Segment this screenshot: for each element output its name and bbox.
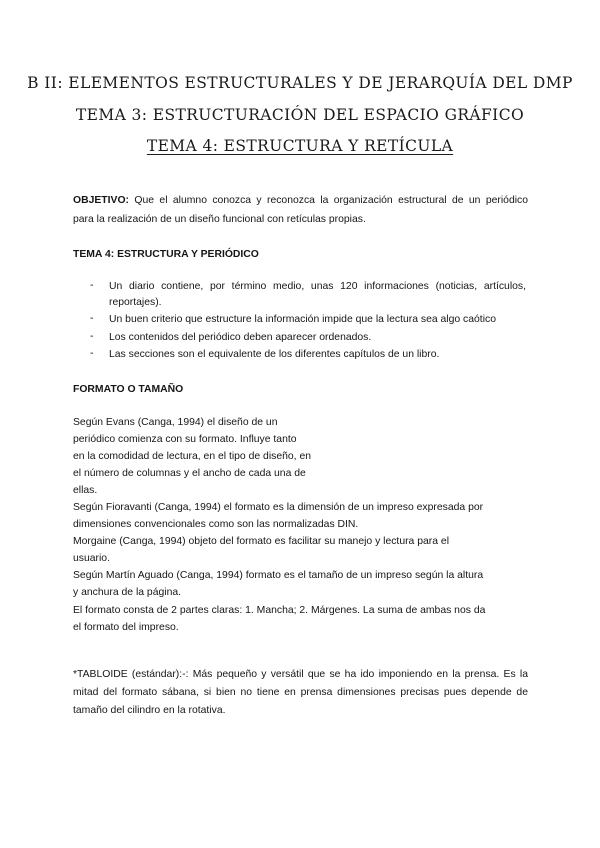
paragraph-line: periódico comienza con su formato. Influye tanto (73, 434, 297, 445)
objective-text-1: Que el alumno conozca y reconozca la organización estructural de un periódico (134, 195, 528, 206)
objective-line-1 (73, 194, 528, 208)
bullet-dash: - (90, 331, 94, 342)
bullet-item: Un buen criterio que estructure la información impide que la lectura sea algo caótico (109, 314, 496, 325)
subtopic-title: TEMA 4: ESTRUCTURA Y RETÍCULA (146, 137, 454, 155)
section-title-formato: FORMATO O TAMAÑO (73, 384, 184, 395)
heading-subtopic (0, 137, 600, 155)
paragraph-line: el número de columnas y el ancho de cada una de (73, 468, 306, 479)
paragraph-line: ellas. (73, 485, 98, 496)
bullet-item-continuation: reportajes). (109, 297, 162, 308)
tabloide-line: tamaño del cilindro en la rotativa. (73, 705, 226, 716)
paragraph-line: Según Martín Aguado (Canga, 1994) formato es el tamaño de un impreso según la altura (73, 570, 484, 581)
paragraph-line: Morgaine (Canga, 1994) objeto del formato es facilitar su manejo y lectura para el (73, 536, 449, 547)
bullet-dash: - (90, 348, 94, 359)
block-title: B II: ELEMENTOS ESTRUCTURALES Y DE JERARQUÍA DEL DMP (27, 74, 573, 92)
paragraph-line: y anchura de la página. (73, 587, 182, 598)
topic-title: TEMA 3: ESTRUCTURACIÓN DEL ESPACIO GRÁFICO (75, 106, 525, 124)
paragraph-line: Según Evans (Canga, 1994) el diseño de un (73, 417, 278, 428)
bullet-item: Las secciones son el equivalente de los diferentes capítulos de un libro. (109, 349, 440, 360)
bullet-dash: - (90, 313, 94, 324)
heading-topic (0, 106, 600, 124)
objective-line-2 (73, 213, 366, 227)
paragraph-line: Según Fioravanti (Canga, 1994) el formato es la dimensión de un impreso expresada por (73, 502, 484, 513)
bullet-item: Un diario contiene, por término medio, unas 120 informaciones (noticias, artículos, (109, 281, 526, 292)
bullet-dash: - (90, 280, 94, 291)
tabloide-line: *TABLOIDE (estándar):-: Más pequeño y versátil que se ha ido imponiendo en la prensa. Es la (73, 669, 528, 680)
paragraph-line: en la comodidad de lectura, en el tipo de diseño, en (73, 451, 311, 462)
bullet-item: Los contenidos del periódico deben aparecer ordenados. (109, 332, 372, 343)
objective-label: OBJETIVO: (73, 195, 130, 206)
paragraph-line: El formato consta de 2 partes claras: 1. Mancha; 2. Márgenes. La suma de ambas nos da (73, 605, 486, 616)
section-title-estructura: TEMA 4: ESTRUCTURA Y PERIÓDICO (73, 249, 259, 260)
paragraph-line: el formato del impreso. (73, 622, 179, 633)
tabloide-line: mitad del formato sábana, si bien no tiene en prensa dimensiones precisas pues depende de (73, 687, 528, 698)
paragraph-line: dimensiones convencionales como son las normalizadas DIN. (73, 519, 359, 530)
paragraph-line: usuario. (73, 553, 110, 564)
heading-block (0, 74, 600, 92)
objective-text-2: para la realización de un diseño funcional con retículas propias. (73, 214, 366, 225)
